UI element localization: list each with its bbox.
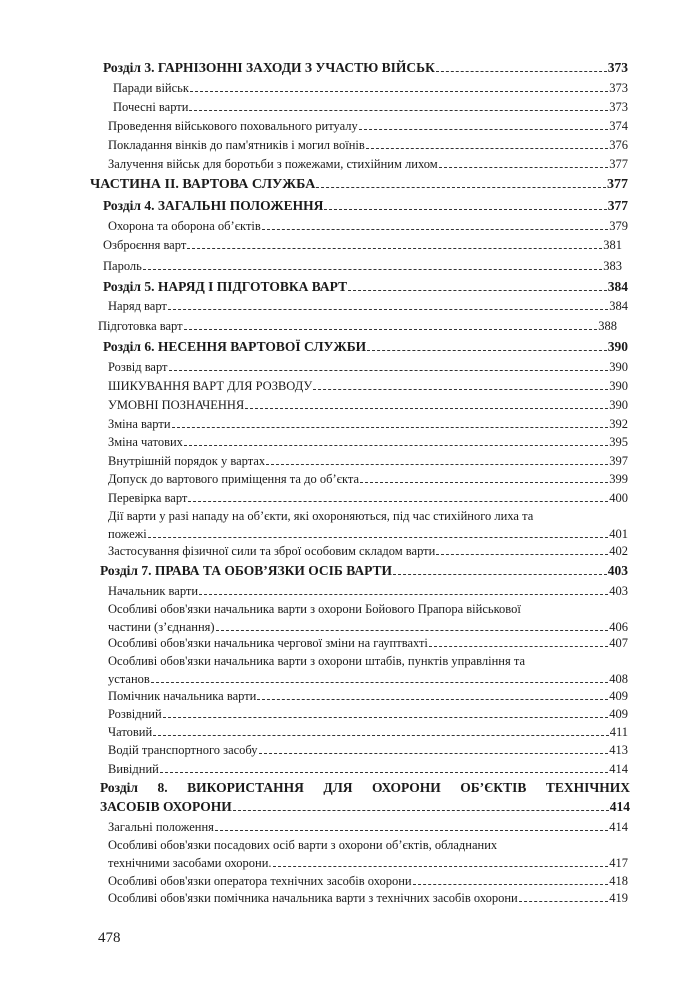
toc-entry [108, 297, 628, 315]
toc-entry-text: Вивідний [108, 762, 159, 776]
toc-line [108, 872, 628, 890]
toc-entry [108, 415, 628, 433]
dot-leader [313, 389, 608, 390]
toc-line [108, 889, 628, 907]
toc-line [100, 797, 630, 816]
toc-line [98, 317, 617, 335]
toc-page-number: 411 [609, 725, 628, 739]
toc-line [90, 175, 628, 194]
toc-entry [108, 396, 628, 414]
dot-leader [215, 830, 608, 831]
toc-entry [113, 98, 628, 116]
toc-entry [108, 818, 628, 836]
toc-page-number: 374 [609, 119, 628, 133]
toc-entry-text: Озброєння варт [103, 238, 187, 252]
toc-entry [108, 723, 628, 741]
toc-section-heading [100, 778, 630, 816]
toc-entry-text: Особливі обов'язки начальника чергової зміни на гауптвахті [108, 636, 428, 650]
dot-leader [259, 753, 609, 754]
toc-entry-text: Розділ 4. ЗАГАЛЬНІ ПОЛОЖЕННЯ [103, 198, 324, 213]
toc-line [108, 155, 628, 173]
toc-page-number: 407 [609, 636, 628, 650]
toc-line [108, 117, 628, 135]
toc-entry [108, 507, 628, 543]
toc-entry-text: Підготовка варт [98, 319, 183, 333]
toc-entry [108, 117, 628, 135]
toc-page-number: 401 [609, 527, 628, 541]
toc-entry [108, 634, 628, 652]
toc-entry-text: Залучення військ для боротьби з пожежами, стихійним лихом [108, 157, 438, 171]
toc-entry-text: Дії варти у разі нападу на об’єкти, які охороняються, під час стихійного лиха та [108, 509, 534, 523]
toc-page-number: 414 [609, 762, 628, 776]
toc-page-number: 406 [609, 620, 628, 634]
toc-entry [108, 433, 628, 451]
toc-entry-text: Пароль [103, 259, 142, 273]
toc-page-number: 403 [607, 563, 628, 578]
toc-entry [103, 236, 622, 254]
toc-entry-text: Перевірка варт [108, 491, 188, 505]
toc-page-number: 373 [607, 60, 628, 75]
toc-entry-text: Помічник начальника варти [108, 689, 257, 703]
toc-entry [113, 79, 628, 97]
toc-line [108, 470, 628, 488]
toc-section-heading [90, 175, 628, 194]
toc-page-number: 409 [609, 689, 628, 703]
toc-page-number: 392 [609, 417, 628, 431]
toc-entry [108, 358, 628, 376]
toc-page-number: 388 [598, 319, 617, 333]
toc-page-number: 395 [609, 435, 628, 449]
dot-leader [160, 772, 608, 773]
dot-leader [273, 866, 609, 867]
toc-page-number: 384 [609, 299, 628, 313]
toc-entry-text: Начальник варти [108, 584, 199, 598]
dot-leader [429, 646, 608, 647]
toc-section-heading [100, 561, 628, 580]
toc-section-heading [103, 337, 628, 356]
toc-entry [108, 687, 628, 705]
dot-leader [439, 167, 609, 168]
toc-entry [108, 705, 628, 723]
toc-entry-text: Особливі обов'язки начальника варти з охорони штабів, пунктів управління та [108, 654, 525, 668]
toc-line [108, 760, 628, 778]
dot-leader [233, 810, 609, 811]
toc-entry-text: Розділ 5. НАРЯД І ПІДГОТОВКА ВАРТ [103, 279, 348, 294]
toc-page-number: 390 [607, 339, 628, 354]
toc-page-number: 373 [609, 100, 628, 114]
toc-page-number: 414 [609, 799, 630, 814]
toc-entry-text: Розділ 3. ГАРНІЗОННІ ЗАХОДИ З УЧАСТЮ ВІЙСЬК [103, 60, 435, 75]
dot-leader [190, 91, 608, 92]
toc-page-number: 419 [609, 891, 628, 905]
dot-leader [172, 427, 609, 428]
toc-entry [108, 136, 628, 154]
dot-leader [316, 187, 606, 188]
dot-leader [189, 110, 608, 111]
toc-line [108, 377, 628, 395]
dot-leader [148, 537, 608, 538]
dot-leader [151, 682, 608, 683]
dot-leader [413, 884, 609, 885]
toc-line [108, 818, 628, 836]
toc-line [108, 358, 628, 376]
dot-leader [266, 464, 608, 465]
toc-line [108, 687, 628, 705]
toc-entry [98, 317, 617, 335]
dot-leader [436, 554, 608, 555]
toc-entry-text: Проведення військового поховального ритуалу [108, 119, 358, 133]
toc-page-number: 408 [609, 672, 628, 686]
toc-entry [108, 155, 628, 173]
toc-page-number: 390 [609, 360, 628, 374]
toc-page-number: 417 [609, 856, 628, 870]
toc-line [103, 196, 628, 215]
dot-leader [168, 309, 608, 310]
toc-page-number: 400 [609, 491, 628, 505]
toc-page-number: 409 [609, 707, 628, 721]
toc-entry [108, 377, 628, 395]
toc-page-number: 397 [609, 454, 628, 468]
toc-entry [108, 741, 628, 759]
toc-entry-text: установ [108, 672, 150, 686]
toc-page-number: 390 [609, 379, 628, 393]
toc-page-number: 403 [609, 584, 628, 598]
toc-line [108, 741, 628, 759]
toc-entry [108, 470, 628, 488]
toc-entry-text: Допуск до вартового приміщення та до об’єкта [108, 472, 360, 486]
toc-line [103, 58, 628, 77]
page-number: 478 [98, 930, 121, 946]
toc-page-number: 377 [609, 157, 628, 171]
toc-line [108, 452, 628, 470]
toc-line [108, 525, 628, 543]
toc-entry-text: Особливі обов'язки начальника варти з охорони Бойового Прапора військової [108, 602, 521, 616]
dot-leader [199, 594, 608, 595]
dot-leader [257, 699, 608, 700]
toc-entry-text: ШИКУВАННЯ ВАРТ ДЛЯ РОЗВОДУ [108, 379, 313, 393]
dot-leader [348, 290, 607, 291]
toc-line [108, 705, 628, 723]
toc-line [103, 236, 622, 254]
dot-leader [143, 269, 602, 270]
toc-entry-text: Особливі обов'язки оператора технічних засобів охорони [108, 874, 412, 888]
toc-line [108, 415, 628, 433]
dot-leader [367, 350, 607, 351]
toc-entry [108, 600, 628, 636]
toc-entry-text: технічними засобами охорони. [108, 856, 272, 870]
toc-entry [108, 542, 628, 560]
toc-line [100, 561, 628, 580]
toc-entry-text: Застосування фізичної сили та зброї особовим складом варти [108, 544, 436, 558]
toc-entry [108, 652, 628, 688]
toc-line [103, 337, 628, 356]
dot-leader [153, 735, 609, 736]
dot-leader [187, 248, 602, 249]
toc-entry [108, 582, 628, 600]
toc-entry [108, 760, 628, 778]
toc-entry [103, 257, 622, 275]
toc-page-number: 379 [609, 219, 628, 233]
toc-line [108, 217, 628, 235]
toc-entry-text: пожежі [108, 527, 147, 541]
toc-line [103, 257, 622, 275]
toc-entry-text: Розділ 6. НЕСЕННЯ ВАРТОВОЇ СЛУЖБИ [103, 339, 367, 354]
toc-entry-text: Зміна варти [108, 417, 171, 431]
toc-entry-text: Розділ 8. ВИКОРИСТАННЯ ДЛЯ ОХОРОНИ ОБ’ЄКТІВ ТЕХНІЧНИХ [100, 780, 630, 795]
dot-leader [262, 229, 608, 230]
toc-entry-text: Розділ 7. ПРАВА ТА ОБОВ’ЯЗКИ ОСІБ ВАРТИ [100, 563, 393, 578]
toc-line [108, 723, 628, 741]
dot-leader [169, 370, 609, 371]
dot-leader [436, 71, 607, 72]
toc-section-heading [103, 277, 628, 296]
toc-entry-text: Особливі обов'язки посадових осіб варти з охорони об’єктів, обладнаних [108, 838, 498, 852]
toc-page-number: 413 [609, 743, 628, 757]
toc-entry [108, 217, 628, 235]
toc-entry-text: ЧАСТИНА ІІ. ВАРТОВА СЛУЖБА [90, 177, 316, 192]
toc-page-number: 377 [607, 177, 628, 192]
toc-page-number: 418 [609, 874, 628, 888]
dot-leader [216, 630, 609, 631]
toc-entry-text: Розвід варт [108, 360, 168, 374]
toc-entry-text: ЗАСОБІВ ОХОРОНИ [100, 799, 232, 814]
toc-page-number: 414 [609, 820, 628, 834]
dot-leader [245, 408, 608, 409]
toc-line [108, 396, 628, 414]
dot-leader [360, 482, 608, 483]
toc-entry [108, 489, 628, 507]
toc-entry-text: Внутрішній порядок у вартах [108, 454, 266, 468]
toc-page-number: 383 [603, 259, 622, 273]
toc-line [108, 297, 628, 315]
toc-section-heading [103, 58, 628, 77]
toc-entry-text: частини (з’єднання) [108, 620, 215, 634]
toc-line [113, 98, 628, 116]
toc-page-number: 399 [609, 472, 628, 486]
toc-page-number: 402 [609, 544, 628, 558]
toc-entry-text: Водій транспортного засобу [108, 743, 258, 757]
toc-entry [108, 836, 628, 872]
dot-leader [184, 329, 598, 330]
dot-leader [359, 129, 609, 130]
toc-page-number: 384 [607, 279, 628, 294]
toc-line [108, 489, 628, 507]
toc-entry [108, 452, 628, 470]
toc-entry-text: Розвідний [108, 707, 162, 721]
toc-page-number: 377 [607, 198, 628, 213]
toc-entry-text: Чатовий [108, 725, 153, 739]
dot-leader [519, 901, 609, 902]
toc-entry-text: Наряд варт [108, 299, 167, 313]
dot-leader [393, 574, 607, 575]
dot-leader [324, 209, 606, 210]
toc-line [108, 854, 628, 872]
dot-leader [184, 445, 608, 446]
toc-entry-text: Особливі обов'язки помічника начальника варти з технічних засобів охорони [108, 891, 518, 905]
toc-line [103, 277, 628, 296]
toc-line [108, 542, 628, 560]
toc-line [108, 670, 628, 688]
toc-page-number: 390 [609, 398, 628, 412]
toc-line [108, 582, 628, 600]
toc-entry-text: Паради військ [113, 81, 189, 95]
dot-leader [366, 148, 608, 149]
dot-leader [163, 717, 609, 718]
toc-entry-text: Почесні варти [113, 100, 189, 114]
toc-entry-text: Покладання вінків до пам'ятників і могил воїнів [108, 138, 365, 152]
toc-page-number: 381 [603, 238, 622, 252]
toc-line [108, 136, 628, 154]
toc-entry-text: УМОВНІ ПОЗНАЧЕННЯ [108, 398, 245, 412]
toc-page-number: 373 [609, 81, 628, 95]
toc-line [113, 79, 628, 97]
toc-entry-text: Загальні положення [108, 820, 214, 834]
toc-line [108, 634, 628, 652]
toc-entry [108, 872, 628, 890]
toc-page-number: 376 [609, 138, 628, 152]
toc-entry-text: Зміна чатових [108, 435, 183, 449]
toc-entry-text: Охорона та оборона об’єктів [108, 219, 261, 233]
toc-line [108, 433, 628, 451]
toc-section-heading [103, 196, 628, 215]
toc-entry [108, 889, 628, 907]
dot-leader [188, 501, 608, 502]
